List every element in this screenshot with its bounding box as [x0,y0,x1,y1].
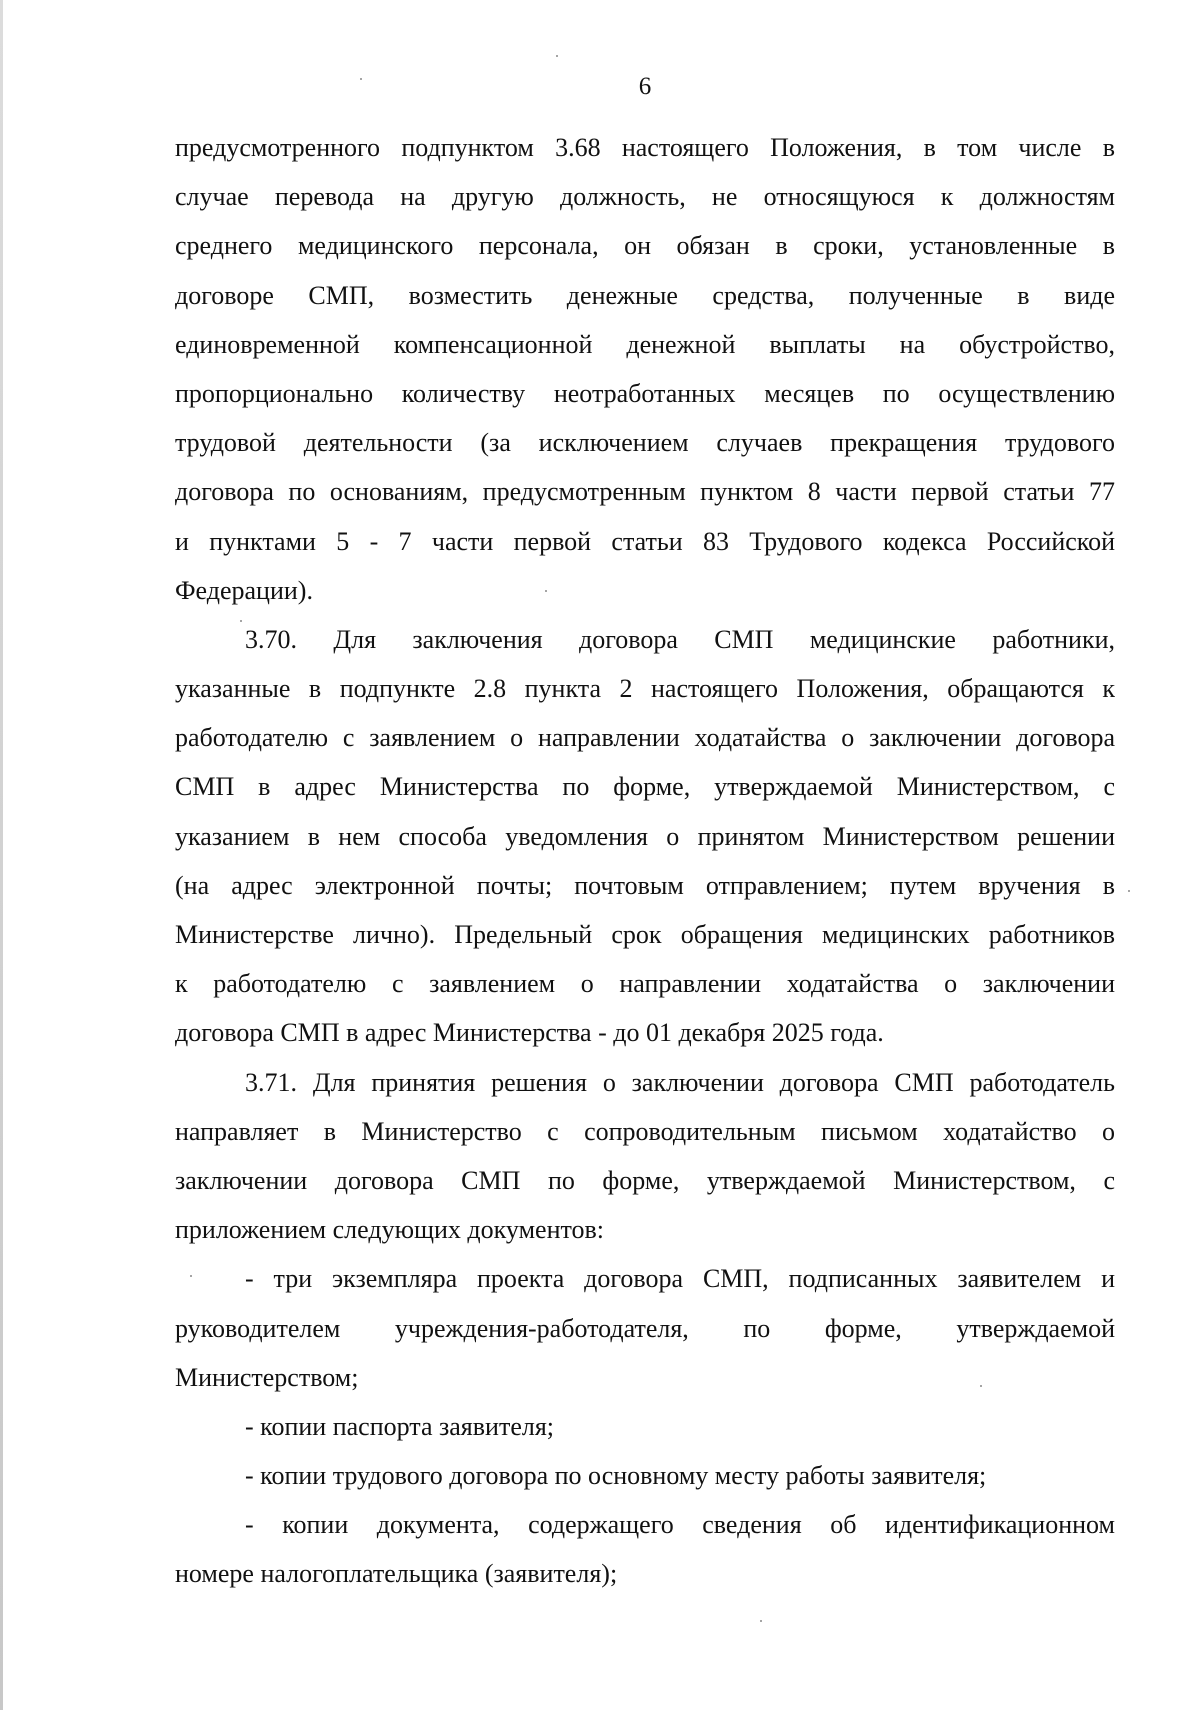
text-line: направляет в Министерство с сопроводительным письмом ходатайство о [175,1116,1115,1146]
scan-speck [980,1385,982,1387]
text-line: Министерстве лично). Предельный срок обращения медицинских работников [175,920,1115,949]
text-line: заключении договора СМП по форме, утверждаемой Министерством, с [175,1165,1115,1195]
text-line: договора СМП в адрес Министерства - до 01 декабря 2025 года. [175,1018,884,1048]
scan-speck [190,1275,192,1277]
list-item-passport: - копии паспорта заявителя; [245,1411,555,1441]
scan-speck [360,78,362,80]
text-line: номере налогоплательщика (заявителя); [175,1559,618,1589]
text-line: руководителем учреждения-работодателя, по форме, утверждаемой [175,1313,1115,1343]
text-line: предусмотренного подпунктом 3.68 настоящего Положения, в том числе в [175,133,1115,162]
page-number: 6 [638,73,652,100]
text-line: указанием в нем способа уведомления о принятом Министерством решении [175,821,1115,851]
text-line: приложением следующих документов: [175,1215,605,1245]
text-line: (на адрес электронной почты; почтовым отправлением; путем вручения в [175,870,1115,900]
list-item-draft-contract: - три экземпляра проекта договора СМП, подписанных заявителем и [245,1264,1115,1294]
text-line: работодателю с заявлением о направлении ходатайства о заключении договора [175,723,1115,753]
scan-speck [240,620,242,622]
text-line: к работодателю с заявлением о направлении ходатайства о заключении [175,969,1115,999]
scan-speck [545,590,547,592]
paragraph-3-70-start: 3.70. Для заключения договора СМП медицинские работники, [245,624,1115,654]
paragraph-3-71-start: 3.71. Для принятия решения о заключении договора СМП работодатель [245,1067,1115,1097]
document-body [175,123,1115,1599]
text-line: СМП в адрес Министерства по форме, утверждаемой Министерством, с [175,772,1115,802]
text-line: единовременной компенсационной денежной выплаты на обустройство, [175,329,1115,359]
text-line: трудовой деятельности (за исключением случаев прекращения трудового [175,428,1115,458]
scan-speck [760,1620,762,1622]
text-line: Федерации). [175,575,313,605]
text-line: пропорционально количеству неотработанных месяцев по осуществлению [175,378,1115,408]
text-line: Министерством; [175,1362,359,1392]
text-line: случае перевода на другую должность, не относящуюся к должностям [175,182,1115,212]
scan-edge [0,0,3,1710]
text-line: указанные в подпункте 2.8 пункта 2 настоящего Положения, обращаются к [175,674,1115,704]
scan-speck [556,55,558,57]
text-line: среднего медицинского персонала, он обязан в сроки, установленные в [175,231,1115,261]
text-line: договоре СМП, возместить денежные средства, полученные в виде [175,280,1115,310]
list-item-tax-id: - копии документа, содержащего сведения об идентификационном [245,1510,1115,1540]
list-item-employment-contract: - копии трудового договора по основному месту работы заявителя; [245,1461,987,1491]
text-line: и пунктами 5 - 7 части первой статьи 83 Трудового кодекса Российской [175,526,1115,556]
scan-speck [1128,890,1130,892]
text-line: договора по основаниям, предусмотренным пунктом 8 части первой статьи 77 [175,477,1115,507]
